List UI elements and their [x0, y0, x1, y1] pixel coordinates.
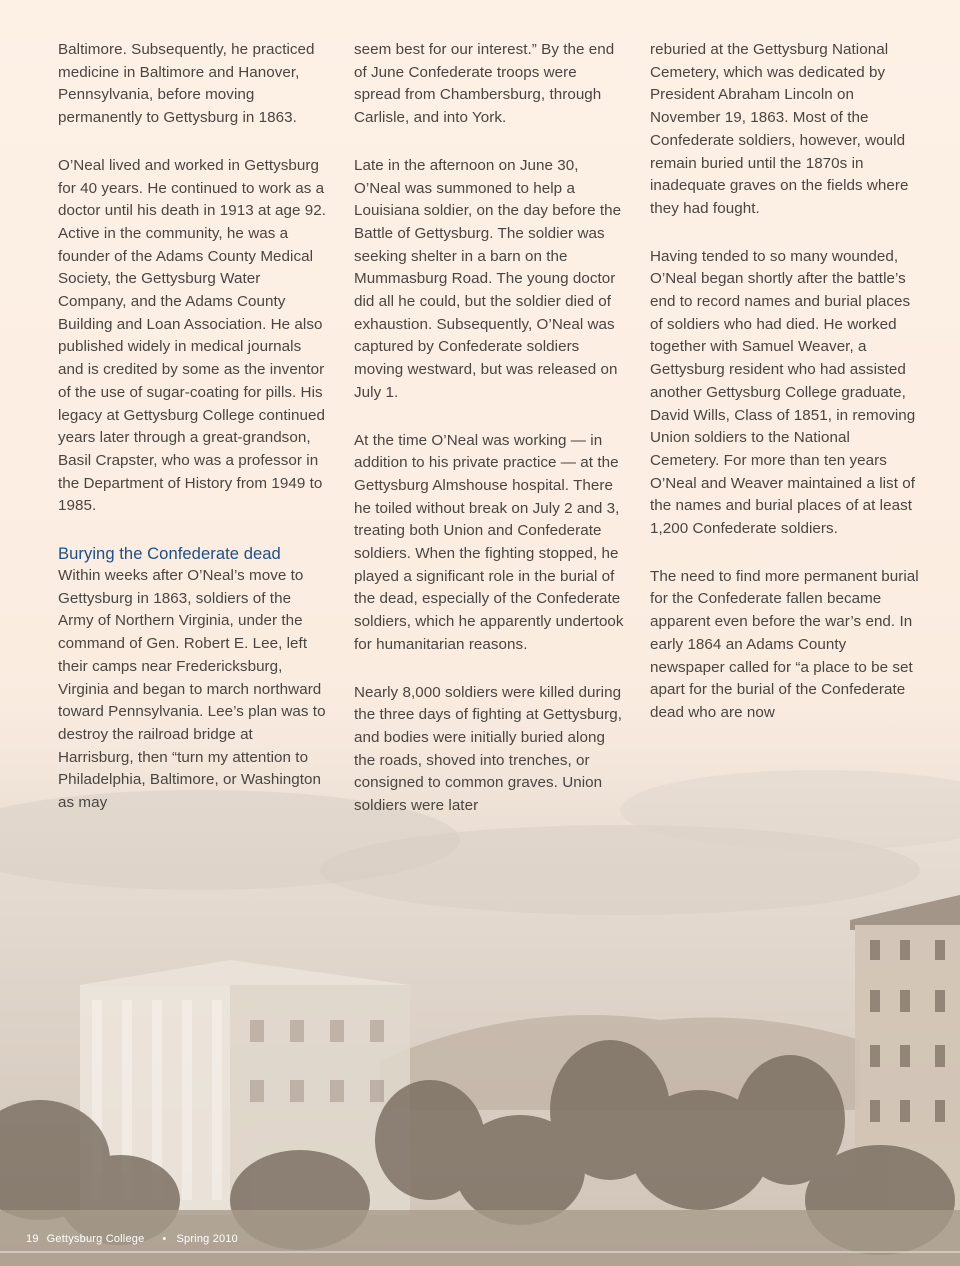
page-footer [26, 1233, 246, 1245]
paragraph: seem best for our interest.” By the end of June Confederate troops were spread from Chambersburg, through Carlisle, and into York. [354, 41, 615, 127]
paragraph: Late in the afternoon on June 30, O’Neal was summoned to help a Louisiana soldier, on the day before the Battle of Gettysburg. The soldier was seeking shelter in a barn on the Mummasburg Road. The young doctor did all he could, but the soldier died of exhaustion. Subsequently, O’Neal was captured by Confederate soldiers moving westward, but was released on July 1. [354, 156, 622, 401]
paragraph: Nearly 8,000 soldiers were killed during the three days of fighting at Gettysburg, and bodies were initially buried along the roads, shoved into trenches, or consigned to common graves. Union soldiers were later [354, 683, 622, 815]
paragraph: Having tended to so many wounded, O’Neal began shortly after the battle’s end to record names and burial places of soldiers who had died. He worked together with Samuel Weaver, a Gettysburg resident who had assisted another Gettysburg College graduate, David Wills, Class of 1851, in removing Union soldiers to the National Cemetery. For more than ten years O’Neal and Weaver maintained a list of the names and burial places of at least 1,200 Confederate soldiers. [650, 247, 916, 538]
text-column-3 [650, 39, 922, 750]
paragraph: O’Neal lived and worked in Gettysburg for 40 years. He continued to work as a doctor until his death in 1913 at age 92. Active in the community, he was a founder of the Adams County Medical Society, the Gettysburg Water Company, and the Adams County Building and Loan Association. He also published widely in medical journals and is credited by some as the inventor of the use of sugar-coating for pills. His legacy at Gettysburg College continued years later through a great-grandson, Basil Crapster, who was a professor in the Department of History from 1949 to 1985. [58, 156, 327, 515]
paragraph: The need to find more permanent burial for the Confederate fallen became apparent even before the war’s end. In early 1864 an Adams County newspaper called for “a place to be set apart for the burial of the Confederate dead who are now [650, 567, 919, 721]
paragraph: Within weeks after O’Neal’s move to Gettysburg in 1863, soldiers of the Army of Northern Virginia, under the command of Gen. Robert E. Lee, left their camps near Fredericksburg, Virginia and began to march northward toward Pennsylvania. Lee’s plan was to destroy the railroad bridge at Harrisburg, then “turn my attention to Philadelphia, Baltimore, or Washington as may [58, 567, 326, 812]
paragraph: At the time O’Neal was working — in addition to his private practice — at the Gettysburg Almshouse hospital. There he toiled without break on July 2 and 3, treating both Union and Confederate soldiers. When the fighting stopped, he played a significant role in the burial of the dead, especially of the Confederate soldiers, which he apparently undertook for humanitarian reasons. [354, 431, 624, 653]
page-number: 19 [26, 1233, 39, 1245]
footer-separator: • [162, 1233, 167, 1245]
paragraph: Baltimore. Subsequently, he practiced medicine in Baltimore and Hanover, Pennsylvania, before moving permanently to Gettysburg in 1863. [58, 41, 315, 127]
section-heading: Burying the Confederate dead [58, 544, 281, 564]
issue-date: Spring 2010 [176, 1233, 238, 1245]
publication-name: Gettysburg College [46, 1233, 145, 1245]
text-column-1 [58, 39, 330, 840]
text-column-2 [354, 39, 626, 843]
paragraph: reburied at the Gettysburg National Cemetery, which was dedicated by President Abraham Lincoln on November 19, 1863. Most of the Confederate soldiers, however, would remain buried until the 1870s in inadequate graves on the fields where they had fought. [650, 41, 909, 217]
